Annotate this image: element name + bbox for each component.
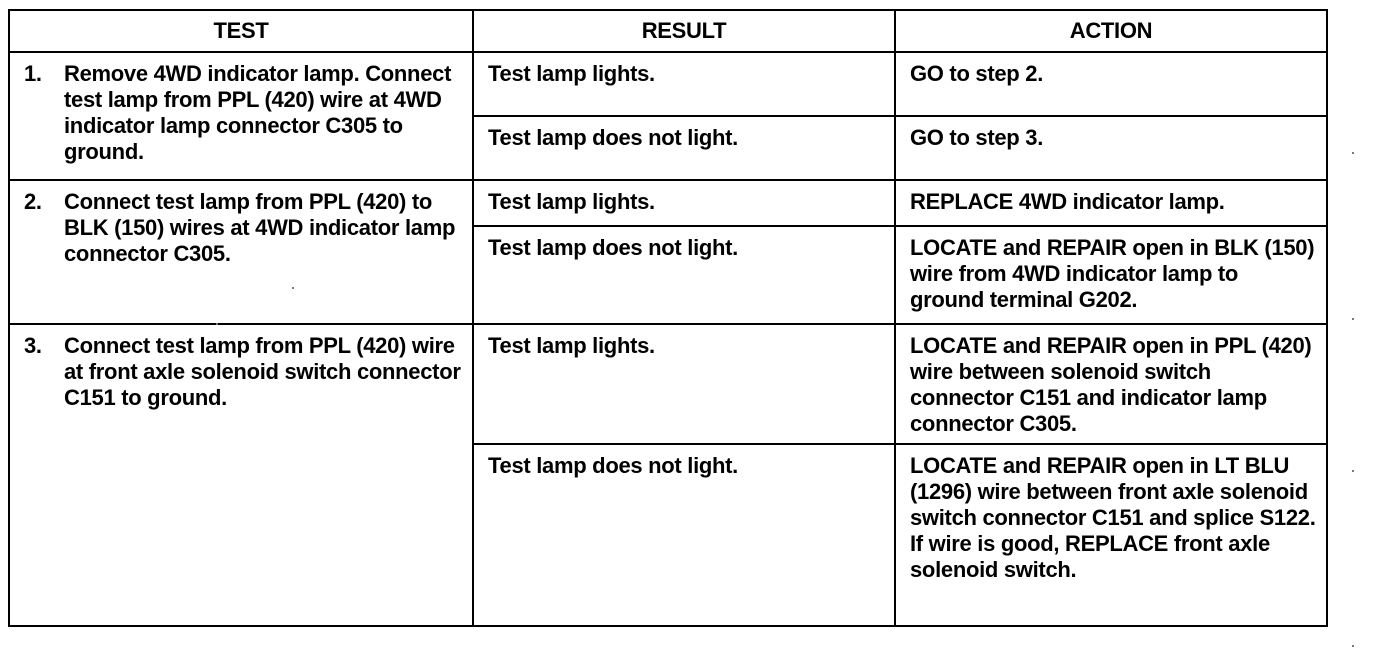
step-3-action-2: LOCATE and REPAIR open in LT BLU (1296) wire between front axle solenoid switch connector C151 and splice S122. If wire is good, REPLACE front axle solenoid switch. [895, 444, 1327, 626]
step-3-number: 3. [24, 333, 42, 358]
step-1-test-cell [9, 52, 473, 180]
header-row [9, 10, 1327, 52]
step-1-action-2: GO to step 3. [895, 116, 1327, 180]
step-2-result-2: Test lamp does not light. [473, 226, 895, 324]
scan-speck [1352, 152, 1354, 154]
step-2-test-cell [9, 180, 473, 324]
step-2-action-1: REPLACE 4WD indicator lamp. [895, 180, 1327, 226]
step-2-result-1: Test lamp lights. [473, 180, 895, 226]
step-3-test-cell [9, 324, 473, 626]
step-3-result-2: Test lamp does not light. [473, 444, 895, 626]
diagnostic-table [8, 9, 1328, 627]
scan-speck [1352, 470, 1354, 472]
step-2-test-text: Connect test lamp from PPL (420) to BLK (150) wires at 4WD indicator lamp connector C305. [64, 189, 456, 266]
header-result: RESULT [473, 10, 895, 52]
table-row [9, 52, 1327, 116]
scan-speck [216, 323, 218, 325]
step-3-action-1: LOCATE and REPAIR open in PPL (420) wire between solenoid switch connector C151 and indicator lamp connector C305. [895, 324, 1327, 444]
step-1-result-1: Test lamp lights. [473, 52, 895, 116]
step-2-number: 2. [24, 189, 42, 214]
scan-speck [1352, 645, 1354, 647]
step-2-action-2: LOCATE and REPAIR open in BLK (150) wire from 4WD indicator lamp to ground terminal G202. [895, 226, 1327, 324]
step-1-action-1: GO to step 2. [895, 52, 1327, 116]
table-row [9, 180, 1327, 226]
step-1-test-text: Remove 4WD indicator lamp. Connect test lamp from PPL (420) wire at 4WD indicator lamp connector C305 to ground. [64, 61, 452, 164]
step-1-result-2: Test lamp does not light. [473, 116, 895, 180]
table-row [9, 324, 1327, 444]
scan-speck [1352, 318, 1354, 320]
scan-speck [292, 287, 294, 289]
step-3-test-text: Connect test lamp from PPL (420) wire at front axle solenoid switch connector C151 to ground. [64, 333, 461, 410]
step-1-number: 1. [24, 61, 42, 86]
header-test: TEST [9, 10, 473, 52]
step-3-result-1: Test lamp lights. [473, 324, 895, 444]
header-action: ACTION [895, 10, 1327, 52]
